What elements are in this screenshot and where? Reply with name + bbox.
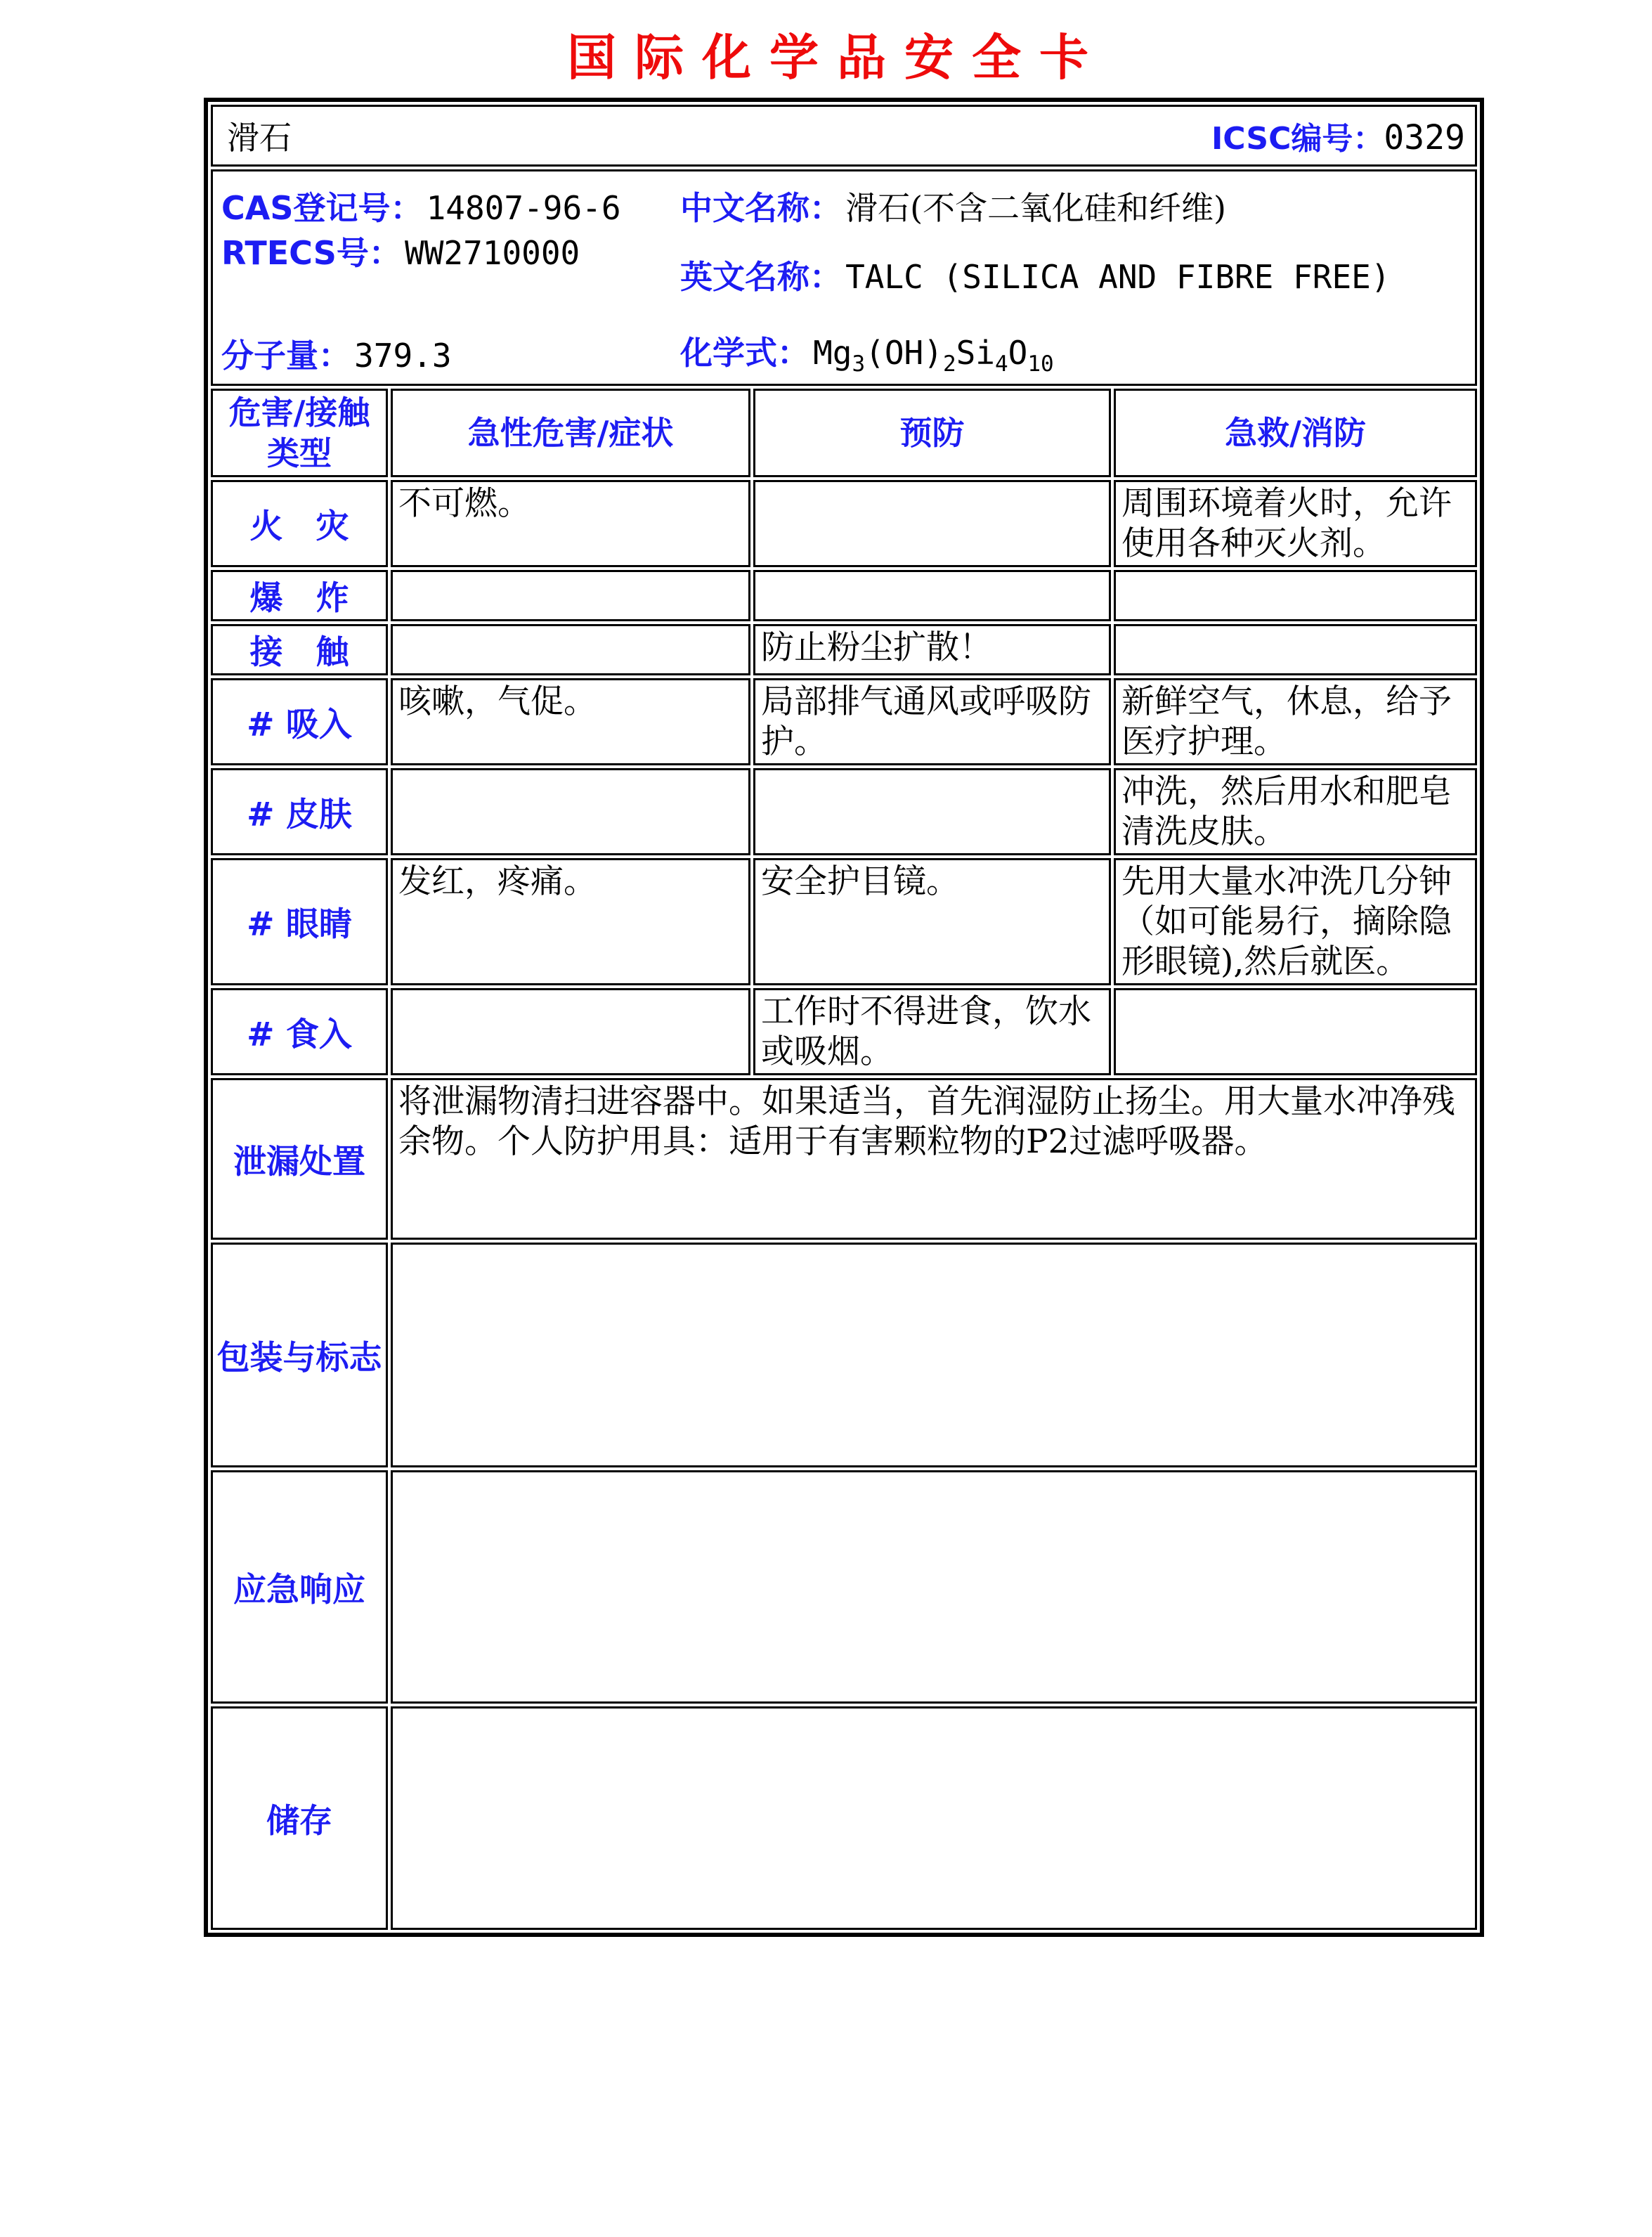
row-exposure-label: 接 触: [211, 624, 388, 675]
english-name-label: 英文名称：: [680, 258, 842, 296]
icsc-number: [1211, 113, 1465, 158]
rtecs-label: RTECS号：: [221, 234, 401, 272]
row-packaging: [211, 1243, 1477, 1467]
substance-name: 滑石: [227, 119, 292, 157]
row-exposure-prevention: 防止粉尘扩散！: [753, 624, 1111, 675]
row-inhalation-prevention: 局部排气通风或呼吸防护。: [753, 678, 1111, 765]
chinese-name-line: [680, 183, 1226, 229]
icsc-table: [204, 98, 1484, 1937]
chinese-name-label: 中文名称：: [680, 189, 842, 227]
row-skin-acute: [391, 768, 750, 855]
row-fire-acute: 不可燃。: [391, 480, 750, 567]
row-eyes: [211, 858, 1477, 985]
cas-value: 14807-96-6: [426, 189, 621, 227]
row-spillage-label: 泄漏处置: [211, 1078, 388, 1240]
row-explosion-firstaid: [1114, 570, 1477, 621]
row-ingestion-firstaid: [1114, 988, 1477, 1075]
row-packaging-content: [391, 1243, 1477, 1467]
row-inhalation-acute: 咳嗽，气促。: [391, 678, 750, 765]
icsc-number-value: 0329: [1384, 118, 1465, 157]
english-name-line: [680, 252, 1391, 298]
row-emergency: [211, 1470, 1477, 1704]
row-explosion-prevention: [753, 570, 1111, 621]
row-eyes-firstaid: 先用大量水冲洗几分钟（如可能易行，摘除隐形眼镜),然后就医。: [1114, 858, 1477, 985]
icsc-number-label: ICSC编号：: [1211, 121, 1384, 157]
row-ingestion-label: # 食入: [211, 988, 388, 1075]
formula-value: $Mg_3(OH)_2Si_4O_{10}$: [813, 334, 1054, 377]
formula-label: 化学式：: [680, 334, 809, 372]
page-title: 国际化学品安全卡: [567, 28, 1107, 86]
chinese-name-value: 滑石(不含二氧化硅和纤维): [845, 189, 1226, 227]
row-inhalation: [211, 678, 1477, 765]
row-storage: [211, 1706, 1477, 1930]
header-acute-hazards: 急性危害/症状: [391, 389, 750, 477]
icsc-card: [204, 0, 1470, 1937]
identifier-row: [211, 169, 1477, 386]
row-ingestion: [211, 988, 1477, 1075]
name-row: [211, 105, 1477, 167]
row-inhalation-firstaid: 新鲜空气，休息，给予医疗护理。: [1114, 678, 1477, 765]
molecular-weight-label: 分子量：: [221, 337, 351, 375]
row-explosion-acute: [391, 570, 750, 621]
row-emergency-content: [391, 1470, 1477, 1704]
row-ingestion-prevention: 工作时不得进食，饮水或吸烟。: [753, 988, 1111, 1075]
header-prevention: 预防: [753, 389, 1111, 477]
row-emergency-label: 应急响应: [211, 1470, 388, 1704]
row-skin-prevention: [753, 768, 1111, 855]
row-exposure-firstaid: [1114, 624, 1477, 675]
row-packaging-label: 包装与标志: [211, 1243, 388, 1467]
row-skin-firstaid: 冲洗，然后用水和肥皂清洗皮肤。: [1114, 768, 1477, 855]
row-storage-label: 储存: [211, 1706, 388, 1930]
row-fire-label: 火 灾: [211, 480, 388, 567]
row-fire: [211, 480, 1477, 567]
english-name-value: TALC (SILICA AND FIBRE FREE): [845, 258, 1391, 296]
header-first-aid: 急救/消防: [1114, 389, 1477, 477]
rtecs-value: WW2710000: [405, 234, 580, 272]
row-spillage-content: 将泄漏物清扫进容器中。如果适当，首先润湿防止扬尘。用大量水冲净残余物。个人防护用具：适用于有害颗粒物的P2过滤呼吸器。: [391, 1078, 1477, 1240]
row-skin-label: # 皮肤: [211, 768, 388, 855]
header-row: [211, 389, 1477, 477]
row-spillage: [211, 1078, 1477, 1240]
row-eyes-label: # 眼睛: [211, 858, 388, 985]
molecular-weight-value: 379.3: [354, 337, 452, 375]
row-explosion-label: 爆 炸: [211, 570, 388, 621]
cas-line: [221, 183, 621, 229]
row-eyes-prevention: 安全护目镜。: [753, 858, 1111, 985]
row-exposure: [211, 624, 1477, 675]
formula-line: [680, 328, 1054, 377]
molecular-weight-line: [221, 330, 452, 377]
row-exposure-acute: [391, 624, 750, 675]
row-explosion: [211, 570, 1477, 621]
row-eyes-acute: 发红，疼痛。: [391, 858, 750, 985]
row-ingestion-acute: [391, 988, 750, 1075]
row-fire-prevention: [753, 480, 1111, 567]
row-fire-firstaid: 周围环境着火时，允许使用各种灭火剂。: [1114, 480, 1477, 567]
cas-label: CAS登记号：: [221, 189, 423, 227]
rtecs-line: [221, 228, 580, 274]
row-inhalation-label: # 吸入: [211, 678, 388, 765]
row-skin: [211, 768, 1477, 855]
header-hazard-type: 危害/接触 类型: [211, 389, 388, 477]
row-storage-content: [391, 1706, 1477, 1930]
